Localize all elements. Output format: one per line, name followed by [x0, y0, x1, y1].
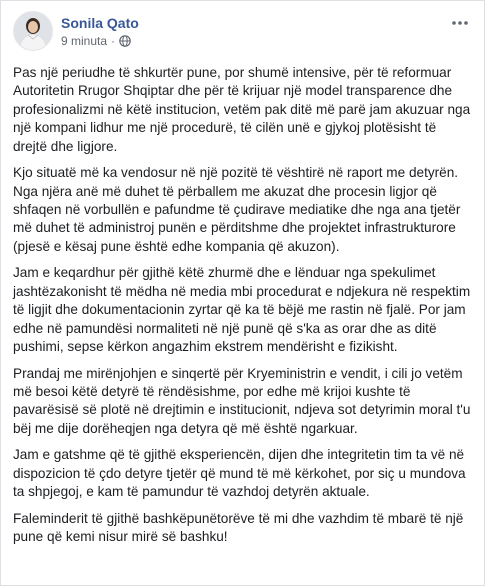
post-time[interactable]: 9 minuta [61, 34, 108, 48]
post-body [13, 64, 471, 555]
post-paragraph: Faleminderit të gjithë bashkëpunëtorëve të mi dhe vazhdim të mbarë të një pune që kemi nisur mirë së bashku! [13, 510, 464, 545]
post-paragraph: Pas një periudhe të shkurtër pune, por shumë intensive, për të reformuar Autoritetin Rrugor Shqiptar dhe për të krijuar një model transparence dhe profesionalizmi në këtë institucion, vetëm pak ditë më parë jam akuzuar nga një kompani lidhur me një procedurë, të cilën unë e gjykoj plotësisht të drejtë dhe ligjore. [13, 65, 471, 154]
post-header [13, 11, 472, 57]
profile-photo [14, 12, 52, 50]
author-name[interactable]: Sonila Qato [61, 15, 139, 31]
author-avatar[interactable] [13, 11, 53, 51]
post-meta [61, 11, 139, 49]
post-paragraph: Prandaj me mirënjohjen e sinqertë për Kryeministrin e vendit, i cili jo vetëm më besoi këtë detyrë të rëndësishme, por edhe më krijoi kushte të pavarësisë së plotë në drejtimin e institucionit, ndjeva sot detyrimin moral t'u bëj me dije dorëheqjen nga detyra që më është ngarkuar. [13, 365, 471, 436]
post-paragraph: Jam e gatshme që të gjithë eksperiencën, dijen dhe integritetin tim ta vë në dispozicion të çdo detyre tjetër që mund të më kërkohet, por siç u mundova ta shpjegoj, e kam të pamundur të vazhdoj detyrën aktuale. [13, 447, 466, 500]
globe-icon[interactable] [119, 35, 131, 47]
post-timestamp-row [61, 33, 139, 49]
post-paragraph: Kjo situatë më ka vendosur në një pozitë të vështirë në raport me detyrën. Nga njëra anë më duhet të përballem me akuzat dhe procesin ligjor që shfaqen në vorbullën e pafundme të çudirave mediatike dhe nga ana tjetër më duhet të administroj punën e përditshme dhe projektet infrastrukturore (pjesë e kësaj pune është edhe kompania që akuzon). [13, 165, 461, 254]
more-horizontal-icon[interactable] [448, 13, 472, 33]
meta-separator: · [111, 34, 116, 48]
post-paragraph: Jam e keqardhur për gjithë këtë zhurmë dhe e lënduar nga spekulimet jashtëzakonisht të mëdha në media mbi procedurat e ndjekura në respektim të ligjit dhe dokumentacionin zyrtar që ka të bëjë me rastin në fjalë. Por jam edhe në pamundësi normaliteti në një punë që s'ka as orar dhe as ditë pushimi, sepse kërkon angazhim ekstrem mendërisht e fizikisht. [13, 265, 471, 355]
